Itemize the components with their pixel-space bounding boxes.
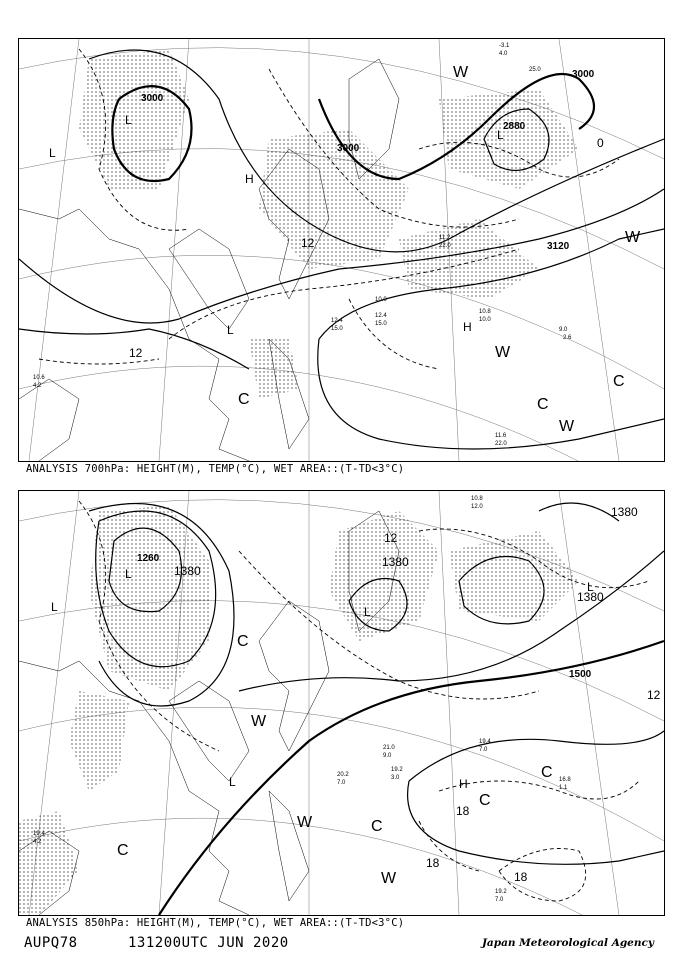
station-value: 9.0: [383, 753, 392, 759]
high-marker: H: [245, 172, 254, 186]
station-value: 3.0: [391, 775, 400, 781]
isotherm-label: 18: [426, 856, 440, 870]
isotherm-label: 18: [514, 870, 528, 884]
map-700hpa: [18, 38, 665, 462]
low-marker: L: [587, 580, 594, 594]
isotherm-label: 12: [647, 688, 661, 702]
station-value: 15.0: [331, 326, 343, 332]
isotherm-label: 0: [597, 136, 604, 150]
contour-label: 1260: [137, 553, 160, 564]
isotherm-label: 12: [384, 531, 398, 545]
station-value: 7.0: [479, 747, 488, 753]
station-value: -3.1: [499, 43, 510, 49]
station-value: 25.0: [529, 67, 541, 73]
station-value: 12.4: [375, 313, 387, 319]
station-value: 11.6: [495, 433, 507, 439]
cold-marker: C: [479, 792, 491, 809]
contour-labels: [137, 505, 661, 884]
warm-marker: W: [453, 64, 469, 81]
high-marker: H: [463, 320, 472, 334]
warm-marker: W: [251, 713, 267, 730]
station-value: 4.2: [33, 839, 42, 845]
station-value: 19.2: [495, 889, 507, 895]
cold-marker: C: [537, 396, 549, 413]
station-value: 21.0: [383, 745, 395, 751]
warm-marker: W: [625, 229, 641, 246]
isotherm-label: 12: [301, 236, 315, 250]
low-marker: L: [497, 128, 504, 142]
station-value: 12.4: [331, 318, 343, 324]
warm-marker: W: [559, 418, 575, 435]
panel-850-caption: ANALYSIS 850hPa: HEIGHT(M), TEMP(°C), WET AREA::(T-TD<3°C): [26, 917, 405, 929]
agency-credit: Japan Meteorological Agency: [481, 937, 654, 949]
panel-700-caption: ANALYSIS 700hPa: HEIGHT(M), TEMP(°C), WET AREA::(T-TD<3°C): [26, 463, 405, 475]
contour-label: 2880: [503, 121, 526, 132]
bulletin-code: AUPQ78: [24, 935, 78, 951]
station-value: 9.0: [559, 327, 568, 333]
station-value: 10.0: [375, 297, 387, 303]
contour-label: 3000: [141, 93, 164, 104]
map-700hpa-canvas: [19, 39, 664, 461]
isotherm-label: 12: [129, 346, 143, 360]
station-value: 7.0: [337, 780, 346, 786]
high-marker: H: [459, 777, 468, 791]
warm-marker: W: [297, 814, 313, 831]
station-value: 20.2: [337, 772, 349, 778]
map-850hpa: [18, 490, 665, 916]
low-marker: L: [125, 113, 132, 127]
isotherm-label: 18: [456, 804, 470, 818]
low-marker: L: [125, 567, 132, 581]
station-value: 10.8: [479, 309, 491, 315]
contour-label: 1380: [174, 564, 201, 578]
contour-label: 3120: [547, 241, 570, 252]
low-marker: L: [364, 605, 371, 619]
contour-label: 3000: [337, 143, 360, 154]
station-value: 16.8: [559, 777, 571, 783]
station-value: 19.2: [391, 767, 403, 773]
analysis-time: 131200UTC JUN 2020: [128, 935, 289, 951]
map-850hpa-canvas: [19, 491, 664, 915]
contour-label: 1380: [382, 555, 409, 569]
low-marker: L: [49, 146, 56, 160]
low-marker: L: [227, 323, 234, 337]
warm-marker: W: [495, 344, 511, 361]
cold-marker: C: [238, 391, 250, 408]
station-value: 4.2: [33, 383, 42, 389]
station-value: 1.1: [559, 785, 568, 791]
low-marker: L: [51, 600, 58, 614]
cold-marker: C: [613, 373, 625, 390]
station-value: 10.0: [479, 317, 491, 323]
station-value: 19.4: [33, 831, 45, 837]
cold-marker: C: [117, 842, 129, 859]
cold-marker: C: [371, 818, 383, 835]
station-value: 10.8: [471, 496, 483, 502]
contour-label: 1380: [611, 505, 638, 519]
station-value: 11.2: [439, 235, 451, 241]
contour-label: 1380: [577, 590, 604, 604]
contour-label: 3000: [572, 69, 595, 80]
station-value: 19.4: [479, 739, 491, 745]
station-value: 10.6: [33, 375, 45, 381]
station-value: 7.0: [495, 897, 504, 903]
station-value: 4.0: [499, 51, 508, 57]
contour-label: 1500: [569, 669, 592, 680]
station-value: 12.0: [471, 504, 483, 510]
station-value: 2.6: [563, 335, 572, 341]
wet-areas: [19, 506, 579, 915]
low-marker: L: [229, 775, 236, 789]
cold-marker: C: [541, 764, 553, 781]
warm-marker: W: [381, 870, 397, 887]
station-value: 22.0: [439, 243, 451, 249]
cold-marker: C: [237, 633, 249, 650]
station-value: 22.0: [495, 441, 507, 447]
station-value: 15.0: [375, 321, 387, 327]
